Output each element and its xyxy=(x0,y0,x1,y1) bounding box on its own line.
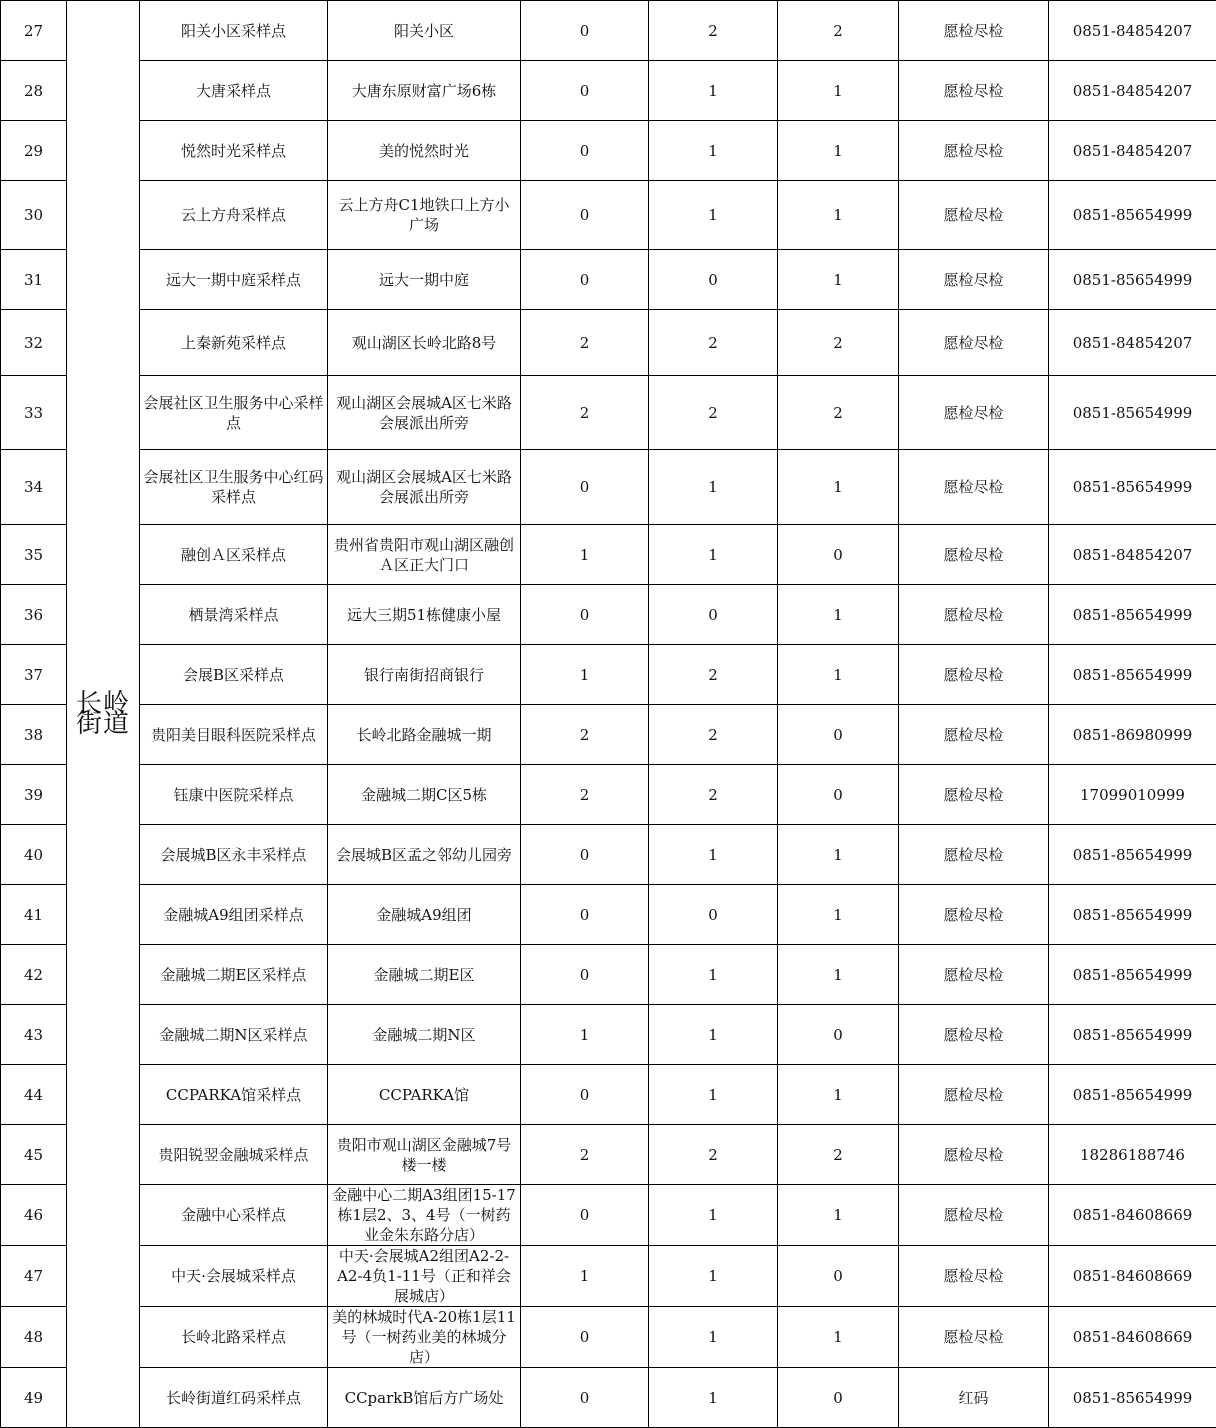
test-type-cell: 愿检尽检 xyxy=(899,825,1049,885)
count-cell-c: 2 xyxy=(778,1125,899,1185)
table-row xyxy=(1,1246,1216,1307)
count-cell-a: 0 xyxy=(521,121,649,181)
table-row xyxy=(1,121,1216,181)
row-number-cell: 44 xyxy=(1,1065,67,1125)
site-name-cell: 悦然时光采样点 xyxy=(140,121,328,181)
count-cell-b: 1 xyxy=(649,525,778,585)
site-address-cell: 金融城二期E区 xyxy=(328,945,521,1005)
count-cell-a: 2 xyxy=(521,1125,649,1185)
site-name-cell: 中天·会展城采样点 xyxy=(140,1246,328,1307)
table-row xyxy=(1,1005,1216,1065)
table-row xyxy=(1,525,1216,585)
count-cell-b: 0 xyxy=(649,250,778,310)
test-type-cell: 愿检尽检 xyxy=(899,525,1049,585)
row-number-cell: 31 xyxy=(1,250,67,310)
count-cell-a: 2 xyxy=(521,765,649,825)
phone-cell: 0851-85654999 xyxy=(1049,1005,1216,1065)
row-number-cell: 27 xyxy=(1,1,67,61)
test-type-cell: 愿检尽检 xyxy=(899,1307,1049,1368)
count-cell-a: 1 xyxy=(521,525,649,585)
test-type-cell: 愿检尽检 xyxy=(899,945,1049,1005)
count-cell-c: 1 xyxy=(778,181,899,250)
count-cell-c: 1 xyxy=(778,1307,899,1368)
site-name-cell: 贵阳锐翌金融城采样点 xyxy=(140,1125,328,1185)
count-cell-b: 1 xyxy=(649,1246,778,1307)
site-name-cell: 大唐采样点 xyxy=(140,61,328,121)
test-type-cell: 愿检尽检 xyxy=(899,121,1049,181)
table-row xyxy=(1,61,1216,121)
site-address-cell: 美的林城时代A-20栋1层11号（一树药业美的林城分店） xyxy=(328,1307,521,1368)
table-row xyxy=(1,250,1216,310)
test-type-cell: 愿检尽检 xyxy=(899,61,1049,121)
phone-cell: 0851-84854207 xyxy=(1049,121,1216,181)
count-cell-b: 0 xyxy=(649,585,778,645)
count-cell-b: 1 xyxy=(649,1368,778,1428)
table-row xyxy=(1,705,1216,765)
site-name-cell: 云上方舟采样点 xyxy=(140,181,328,250)
count-cell-a: 1 xyxy=(521,645,649,705)
row-number-cell: 32 xyxy=(1,310,67,376)
count-cell-a: 0 xyxy=(521,1307,649,1368)
count-cell-c: 1 xyxy=(778,1185,899,1246)
count-cell-c: 1 xyxy=(778,121,899,181)
row-number-cell: 43 xyxy=(1,1005,67,1065)
site-name-cell: 会展社区卫生服务中心采样点 xyxy=(140,376,328,450)
count-cell-c: 0 xyxy=(778,1368,899,1428)
count-cell-a: 2 xyxy=(521,705,649,765)
table-row xyxy=(1,1125,1216,1185)
count-cell-c: 1 xyxy=(778,61,899,121)
table-row xyxy=(1,181,1216,250)
phone-cell: 0851-85654999 xyxy=(1049,825,1216,885)
phone-cell: 0851-85654999 xyxy=(1049,1065,1216,1125)
count-cell-b: 2 xyxy=(649,705,778,765)
count-cell-c: 1 xyxy=(778,645,899,705)
table-row xyxy=(1,1,1216,61)
site-name-cell: 会展B区采样点 xyxy=(140,645,328,705)
phone-cell: 0851-85654999 xyxy=(1049,181,1216,250)
count-cell-a: 0 xyxy=(521,945,649,1005)
test-type-cell: 愿检尽检 xyxy=(899,376,1049,450)
site-address-cell: 贵州省贵阳市观山湖区融创Ａ区正大门口 xyxy=(328,525,521,585)
site-address-cell: 大唐东原财富广场6栋 xyxy=(328,61,521,121)
row-number-cell: 38 xyxy=(1,705,67,765)
site-name-cell: 阳关小区采样点 xyxy=(140,1,328,61)
count-cell-b: 1 xyxy=(649,61,778,121)
count-cell-b: 0 xyxy=(649,885,778,945)
site-address-cell: 阳关小区 xyxy=(328,1,521,61)
count-cell-a: 2 xyxy=(521,310,649,376)
site-address-cell: 观山湖区会展城A区七米路会展派出所旁 xyxy=(328,450,521,525)
site-name-cell: 贵阳美目眼科医院采样点 xyxy=(140,705,328,765)
test-type-cell: 愿检尽检 xyxy=(899,1246,1049,1307)
row-number-cell: 49 xyxy=(1,1368,67,1428)
count-cell-c: 0 xyxy=(778,1246,899,1307)
count-cell-b: 2 xyxy=(649,1125,778,1185)
count-cell-a: 0 xyxy=(521,885,649,945)
phone-cell: 0851-84608669 xyxy=(1049,1307,1216,1368)
site-address-cell: 贵阳市观山湖区金融城7号楼一楼 xyxy=(328,1125,521,1185)
row-number-cell: 28 xyxy=(1,61,67,121)
site-address-cell: 远大三期51栋健康小屋 xyxy=(328,585,521,645)
test-type-cell: 愿检尽检 xyxy=(899,450,1049,525)
count-cell-b: 1 xyxy=(649,825,778,885)
test-type-cell: 愿检尽检 xyxy=(899,645,1049,705)
site-name-cell: 融创Ａ区采样点 xyxy=(140,525,328,585)
site-address-cell: 长岭北路金融城一期 xyxy=(328,705,521,765)
count-cell-a: 0 xyxy=(521,1185,649,1246)
site-name-cell: 钰康中医院采样点 xyxy=(140,765,328,825)
test-type-cell: 红码 xyxy=(899,1368,1049,1428)
count-cell-c: 2 xyxy=(778,1,899,61)
row-number-cell: 40 xyxy=(1,825,67,885)
count-cell-b: 1 xyxy=(649,450,778,525)
site-address-cell: 金融城二期C区5栋 xyxy=(328,765,521,825)
count-cell-b: 2 xyxy=(649,310,778,376)
table-row xyxy=(1,1307,1216,1368)
count-cell-a: 0 xyxy=(521,825,649,885)
row-number-cell: 35 xyxy=(1,525,67,585)
site-name-cell: 会展社区卫生服务中心红码采样点 xyxy=(140,450,328,525)
phone-cell: 0851-85654999 xyxy=(1049,945,1216,1005)
test-type-cell: 愿检尽检 xyxy=(899,181,1049,250)
phone-cell: 0851-85654999 xyxy=(1049,645,1216,705)
count-cell-b: 1 xyxy=(649,1185,778,1246)
table-row xyxy=(1,450,1216,525)
table-row xyxy=(1,585,1216,645)
count-cell-a: 0 xyxy=(521,1065,649,1125)
phone-cell: 0851-85654999 xyxy=(1049,450,1216,525)
table-row xyxy=(1,1368,1216,1428)
street-name-cell: 长岭 街道 xyxy=(67,1,140,1428)
count-cell-b: 2 xyxy=(649,765,778,825)
count-cell-c: 1 xyxy=(778,450,899,525)
count-cell-a: 0 xyxy=(521,61,649,121)
row-number-cell: 48 xyxy=(1,1307,67,1368)
test-type-cell: 愿检尽检 xyxy=(899,310,1049,376)
site-address-cell: CCparkB馆后方广场处 xyxy=(328,1368,521,1428)
count-cell-c: 0 xyxy=(778,765,899,825)
count-cell-a: 0 xyxy=(521,585,649,645)
count-cell-b: 1 xyxy=(649,181,778,250)
count-cell-c: 0 xyxy=(778,525,899,585)
site-name-cell: 长岭街道红码采样点 xyxy=(140,1368,328,1428)
count-cell-b: 1 xyxy=(649,1005,778,1065)
site-address-cell: 会展城B区孟之邻幼儿园旁 xyxy=(328,825,521,885)
row-number-cell: 30 xyxy=(1,181,67,250)
count-cell-b: 2 xyxy=(649,1,778,61)
site-name-cell: CCPARKA馆采样点 xyxy=(140,1065,328,1125)
count-cell-c: 1 xyxy=(778,1065,899,1125)
site-address-cell: 金融中心二期A3组团15-17栋1层2、3、4号（一树药业金朱东路分店） xyxy=(328,1185,521,1246)
row-number-cell: 39 xyxy=(1,765,67,825)
row-number-cell: 36 xyxy=(1,585,67,645)
count-cell-c: 1 xyxy=(778,945,899,1005)
site-address-cell: 金融城A9组团 xyxy=(328,885,521,945)
phone-cell: 0851-85654999 xyxy=(1049,1368,1216,1428)
phone-cell: 0851-84854207 xyxy=(1049,525,1216,585)
count-cell-c: 1 xyxy=(778,250,899,310)
site-address-cell: 远大一期中庭 xyxy=(328,250,521,310)
test-type-cell: 愿检尽检 xyxy=(899,705,1049,765)
table-row xyxy=(1,1185,1216,1246)
count-cell-c: 1 xyxy=(778,885,899,945)
row-number-cell: 33 xyxy=(1,376,67,450)
table-row xyxy=(1,310,1216,376)
site-address-cell: CCPARKA馆 xyxy=(328,1065,521,1125)
test-type-cell: 愿检尽检 xyxy=(899,1065,1049,1125)
row-number-cell: 34 xyxy=(1,450,67,525)
table-row xyxy=(1,885,1216,945)
phone-cell: 0851-84854207 xyxy=(1049,310,1216,376)
site-name-cell: 金融城二期N区采样点 xyxy=(140,1005,328,1065)
site-address-cell: 美的悦然时光 xyxy=(328,121,521,181)
table-row xyxy=(1,825,1216,885)
table-row xyxy=(1,765,1216,825)
row-number-cell: 29 xyxy=(1,121,67,181)
phone-cell: 0851-86980999 xyxy=(1049,705,1216,765)
count-cell-b: 2 xyxy=(649,376,778,450)
site-name-cell: 金融城A9组团采样点 xyxy=(140,885,328,945)
test-type-cell: 愿检尽检 xyxy=(899,1125,1049,1185)
phone-cell: 0851-85654999 xyxy=(1049,885,1216,945)
site-name-cell: 会展城B区永丰采样点 xyxy=(140,825,328,885)
site-name-cell: 上秦新苑采样点 xyxy=(140,310,328,376)
row-number-cell: 47 xyxy=(1,1246,67,1307)
count-cell-a: 1 xyxy=(521,1005,649,1065)
phone-cell: 18286188746 xyxy=(1049,1125,1216,1185)
phone-cell: 0851-85654999 xyxy=(1049,376,1216,450)
test-type-cell: 愿检尽检 xyxy=(899,1005,1049,1065)
count-cell-a: 0 xyxy=(521,1,649,61)
table-row xyxy=(1,645,1216,705)
test-type-cell: 愿检尽检 xyxy=(899,765,1049,825)
row-number-cell: 37 xyxy=(1,645,67,705)
count-cell-b: 1 xyxy=(649,1307,778,1368)
site-name-cell: 金融中心采样点 xyxy=(140,1185,328,1246)
count-cell-b: 1 xyxy=(649,1065,778,1125)
test-type-cell: 愿检尽检 xyxy=(899,1185,1049,1246)
count-cell-b: 2 xyxy=(649,645,778,705)
site-name-cell: 远大一期中庭采样点 xyxy=(140,250,328,310)
count-cell-a: 0 xyxy=(521,250,649,310)
site-name-cell: 栖景湾采样点 xyxy=(140,585,328,645)
count-cell-c: 2 xyxy=(778,376,899,450)
table-row xyxy=(1,945,1216,1005)
site-name-cell: 金融城二期E区采样点 xyxy=(140,945,328,1005)
row-number-cell: 46 xyxy=(1,1185,67,1246)
count-cell-a: 0 xyxy=(521,181,649,250)
row-number-cell: 41 xyxy=(1,885,67,945)
site-address-cell: 银行南街招商银行 xyxy=(328,645,521,705)
count-cell-b: 1 xyxy=(649,121,778,181)
count-cell-b: 1 xyxy=(649,945,778,1005)
test-type-cell: 愿检尽检 xyxy=(899,885,1049,945)
count-cell-a: 0 xyxy=(521,1368,649,1428)
test-type-cell: 愿检尽检 xyxy=(899,585,1049,645)
count-cell-a: 2 xyxy=(521,376,649,450)
phone-cell: 0851-84854207 xyxy=(1049,1,1216,61)
table-body xyxy=(1,1,1216,1428)
phone-cell: 0851-84854207 xyxy=(1049,61,1216,121)
phone-cell: 0851-85654999 xyxy=(1049,250,1216,310)
row-number-cell: 45 xyxy=(1,1125,67,1185)
phone-cell: 0851-84608669 xyxy=(1049,1185,1216,1246)
site-address-cell: 中天·会展城A2组团A2-2-A2-4负1-11号（正和祥会展城店） xyxy=(328,1246,521,1307)
phone-cell: 0851-84608669 xyxy=(1049,1246,1216,1307)
count-cell-c: 1 xyxy=(778,825,899,885)
test-type-cell: 愿检尽检 xyxy=(899,1,1049,61)
count-cell-c: 1 xyxy=(778,585,899,645)
site-address-cell: 金融城二期N区 xyxy=(328,1005,521,1065)
count-cell-a: 0 xyxy=(521,450,649,525)
count-cell-a: 1 xyxy=(521,1246,649,1307)
row-number-cell: 42 xyxy=(1,945,67,1005)
test-type-cell: 愿检尽检 xyxy=(899,250,1049,310)
count-cell-c: 0 xyxy=(778,1005,899,1065)
phone-cell: 0851-85654999 xyxy=(1049,585,1216,645)
site-address-cell: 云上方舟C1地铁口上方小广场 xyxy=(328,181,521,250)
site-name-cell: 长岭北路采样点 xyxy=(140,1307,328,1368)
site-address-cell: 观山湖区会展城A区七米路会展派出所旁 xyxy=(328,376,521,450)
table-row xyxy=(1,376,1216,450)
site-address-cell: 观山湖区长岭北路8号 xyxy=(328,310,521,376)
phone-cell: 17099010999 xyxy=(1049,765,1216,825)
count-cell-c: 0 xyxy=(778,705,899,765)
count-cell-c: 2 xyxy=(778,310,899,376)
table-row xyxy=(1,1065,1216,1125)
